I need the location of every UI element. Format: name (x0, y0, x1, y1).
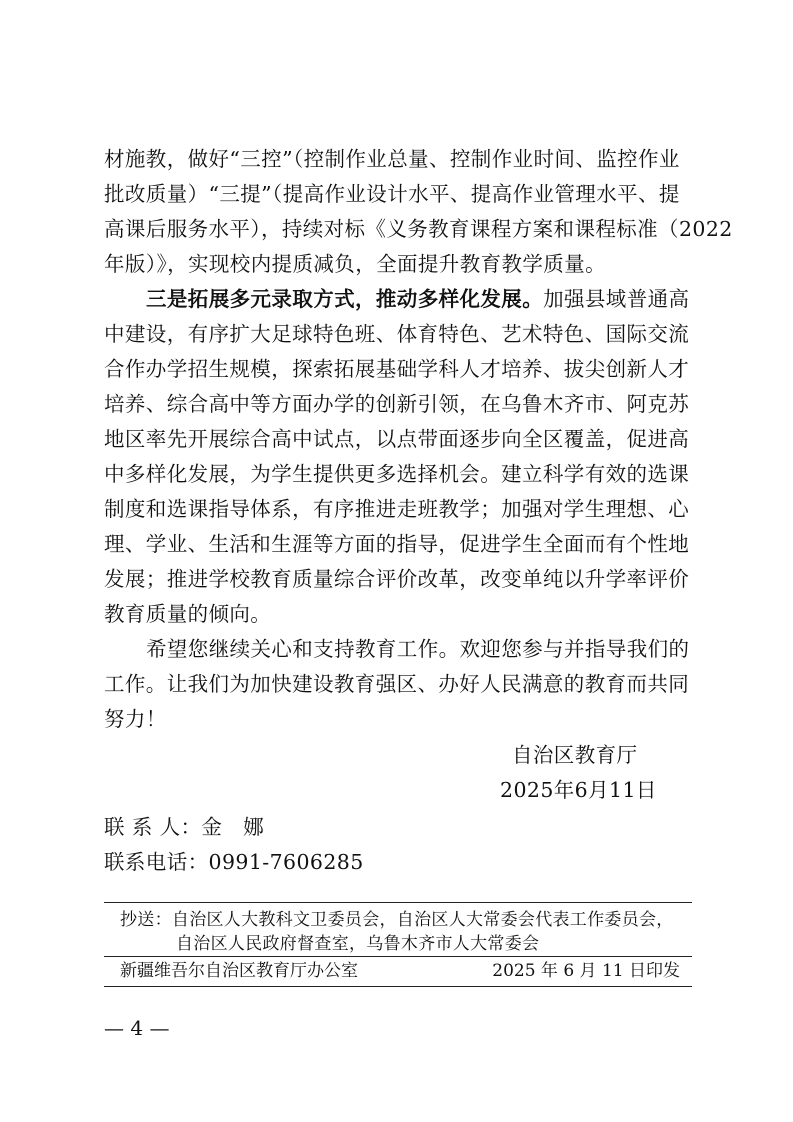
paragraph-line: 培养、综合高中等方面办学的创新引领，在乌鲁木齐市、阿克苏 (104, 392, 690, 416)
paragraph-line: 中建设，有序扩大足球特色班、体育特色、艺术特色、国际交流 (104, 322, 690, 346)
paragraph-line: 高课后服务水平），持续对标《义务教育课程方案和课程标准（2022 (104, 217, 733, 241)
paragraph-line: 制度和选课指导体系，有序推进走班教学；加强对学生理想、心 (104, 497, 690, 521)
paragraph-line: 努力！ (104, 707, 167, 731)
contact-person: 联 系 人：金 娜 (104, 815, 265, 839)
section-heading-inline: 三是拓展多元录取方式，推动多样化发展。 (146, 287, 544, 311)
paragraph-text: 加强县域普通高 (543, 287, 690, 311)
body-text (104, 142, 733, 737)
paragraph-line: 中多样化发展，为学生提供更多选择机会。建立科学有效的选课 (104, 462, 690, 486)
cc-top-rule (104, 902, 692, 903)
paragraph-line: 年版）》，实现校内提质减负，全面提升教育教学质量。 (104, 252, 606, 276)
paragraph-line: 理、学业、生活和生涯等方面的指导，促进学生全面而有个性地 (104, 532, 690, 556)
cc-block (120, 908, 692, 956)
paragraph-line: 教育质量的倾向。 (104, 602, 272, 626)
paragraph-line: 合作办学招生规模，探索拓展基础学科人才培养、拔尖创新人才 (104, 357, 690, 381)
signature-date: 2025年6月11日 (500, 778, 657, 802)
print-date: 2025 年 6 月 11 日印发 (492, 961, 680, 981)
page-number: — 4 — (104, 1016, 170, 1040)
issuing-office: 新疆维吾尔自治区教育厅办公室 (120, 961, 358, 981)
cc-bottom-rule (104, 956, 692, 957)
paragraph-line: 地区率先开展综合高中试点，以点带面逐步向全区覆盖，促进高 (104, 427, 690, 451)
paragraph-line (104, 282, 692, 317)
footer-bottom-rule (104, 986, 692, 987)
paragraph-line: 发展；推进学校教育质量综合评价改革，改变单纯以升学率评价 (104, 567, 690, 591)
paragraph-line: 工作。让我们为加快建设教育强区、办好人民满意的教育而共同 (104, 672, 690, 696)
contact-phone: 联系电话：0991-7606285 (104, 850, 364, 874)
signature-org: 自治区教育厅 (512, 743, 638, 767)
cc-line: 抄送：自治区人大教科文卫委员会，自治区人大常委会代表工作委员会， (120, 910, 674, 930)
cc-line: 自治区人民政府督查室，乌鲁木齐市人大常委会 (176, 934, 540, 954)
paragraph-line: 批改质量）“三提”（提高作业设计水平、提高作业管理水平、提 (104, 182, 680, 206)
paragraph-line: 希望您继续关心和支持教育工作。欢迎您参与并指导我们的 (146, 637, 690, 661)
paragraph-line: 材施教，做好“三控”（控制作业总量、控制作业时间、监控作业 (104, 147, 680, 171)
